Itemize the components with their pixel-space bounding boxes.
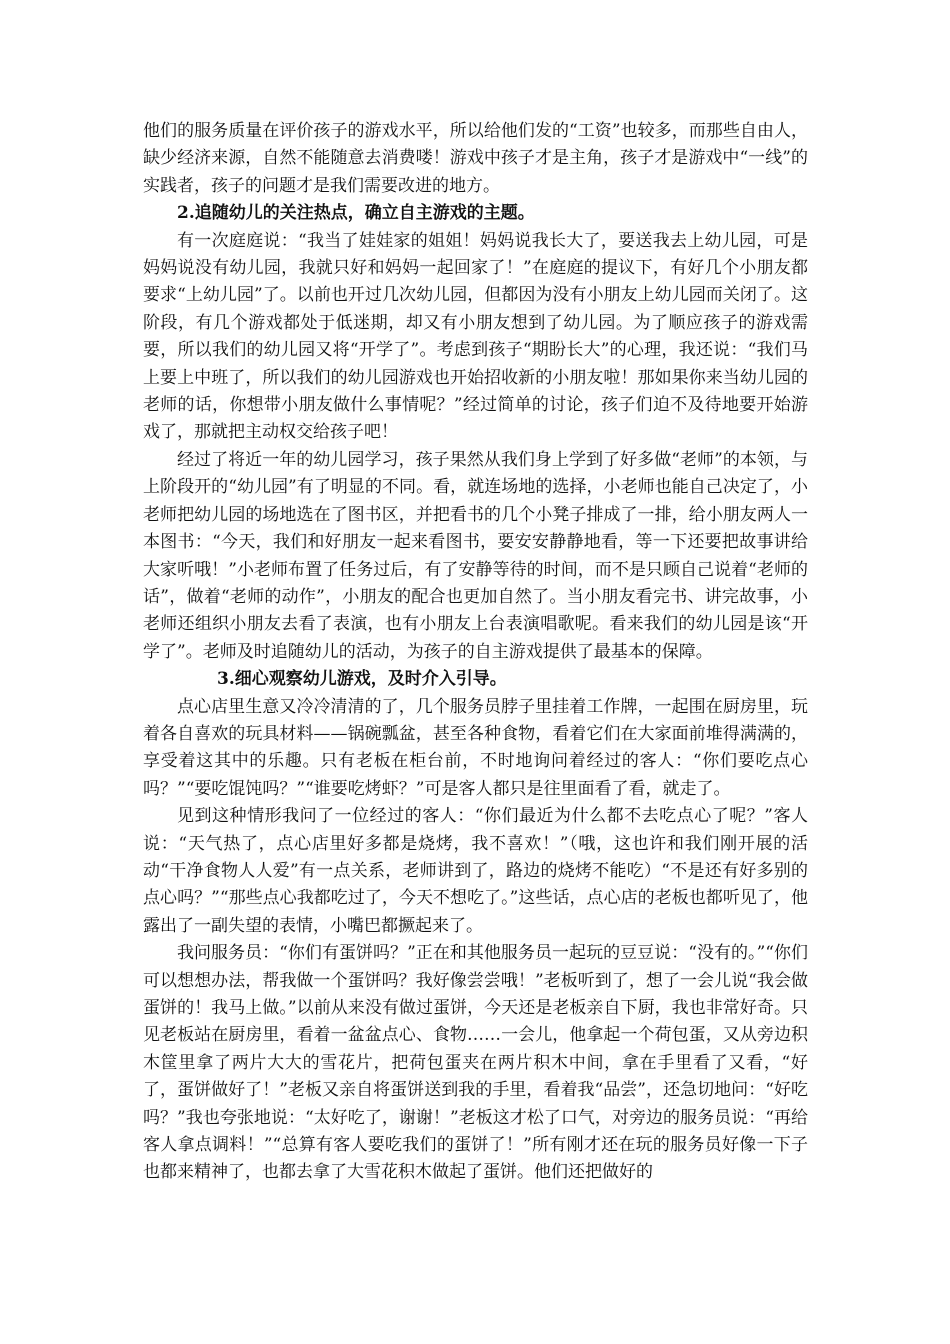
section-heading-2: 2.追随幼儿的关注热点，确立自主游戏的主题。 [177,203,535,224]
paragraph-egg-pancake: 我问服务员：“你们有蛋饼吗？”正在和其他服务员一起玩的豆豆说：“没有的。”“你们可以想想办法，帮我做一个蛋饼吗？我好像尝尝哦！”老板听到了，想了一会儿说“我会做蛋饼的！我马上做。”以前从来没有做过蛋饼，今天还是老板亲自下厨，我也非常好奇。只见老板站在厨房里，看着一盆盆点心、食物……一会儿，他拿起一个荷包蛋，又从旁边积木筐里拿了两片大大的雪花片，把荷包蛋夹在两片积木中间，拿在手里看了又看，“好了，蛋饼做好了！”老板又亲自将蛋饼送到我的手里，看着我“品尝”，还急切地问：“好吃吗？”我也夸张地说：“太好吃了，谢谢！”老板这才松了口气，对旁边的服务员说：“再给客人拿点调料！”“总算有客人要吃我们的蛋饼了！”所有刚才还在玩的服务员好像一下子也都来精神了，也都去拿了大雪花积木做起了蛋饼。他们还把做好的 [143,943,808,1183]
paragraph-continuation: 他们的服务质量在评价孩子的游戏水平，所以给他们发的“工资”也较多，而那些自由人，缺少经济来源，自然不能随意去消费喽！游戏中孩子才是主角，孩子才是游戏中“一线”的实践者，孩子的问题才是我们需要改进的地方。 [143,121,808,196]
paragraph-little-teacher: 经过了将近一年的幼儿园学习，孩子果然从我们身上学到了好多做“老师”的本领，与上阶段开的“幼儿园”有了明显的不同。看，就连场地的选择，小老师也能自己决定了，小老师把幼儿园的场地选在了图书区，并把看书的几个小凳子排成了一排，给小朋友两人一本图书：“今天，我们和好朋友一起来看图书，要安安静静地看，等一下还要把故事讲给大家听哦！”小老师布置了任务过后，有了安静等待的时间，而不是只顾自己说着“老师的话”，做着“老师的动作”，小朋友的配合也更加自然了。当小朋友看完书、讲完故事，小老师还组织小朋友去看了表演，也有小朋友上台表演唱歌呢。看来我们的幼儿园是该“开学了”。老师及时追随幼儿的活动，为孩子的自主游戏提供了最基本的保障。 [143,449,808,662]
section-heading-3: 3.细心观察幼儿游戏，及时介入引导。 [217,669,507,690]
paragraph-snack-shop: 点心店里生意又冷冷清清的了，几个服务员脖子里挂着工作牌，一起围在厨房里，玩着各自喜欢的玩具材料——锅碗瓢盆，甚至各种食物，看着它们在大家面前堆得满满的，享受着这其中的乐趣。只有老板在柜台前，不时地询问着经过的客人：“你们要吃点心吗？”“要吃馄饨吗？”“谁要吃烤虾？”可是客人都只是往里面看了看，就走了。 [143,696,808,799]
paragraph-customer-talk: 见到这种情形我问了一位经过的客人：“你们最近为什么都不去吃点心了呢？”客人说：“天气热了，点心店里好多都是烧烤，我不喜欢！”（哦，这也许和我们刚开展的活动“干净食物人人爱”有一点关系，老师讲到了，路边的烧烤不能吃）“不是还有好多别的点心吗？”“那些点心我都吃过了，今天不想吃了。”这些话，点心店的老板也都听见了，他露出了一副失望的表情，小嘴巴都撅起来了。 [143,806,808,936]
document-body [143,118,808,1187]
paragraph-tingting: 有一次庭庭说：“我当了娃娃家的姐姐！妈妈说我长大了，要送我去上幼儿园，可是妈妈说没有幼儿园，我就只好和妈妈一起回家了！”在庭庭的提议下，有好几个小朋友都要求“上幼儿园”了。以前也开过几次幼儿园，但都因为没有小朋友上幼儿园而关闭了。这阶段，有几个游戏都处于低迷期，却又有小朋友想到了幼儿园。为了顺应孩子的游戏需要，所以我们的幼儿园又将“开学了”。考虑到孩子“期盼长大”的心理，我还说：“我们马上要上中班了，所以我们的幼儿园游戏也开始招收新的小朋友啦！那如果你来当幼儿园的老师的话，你想带小朋友做什么事情呢？”经过简单的讨论，孩子们迫不及待地要开始游戏了，那就把主动权交给孩子吧！ [143,230,808,443]
